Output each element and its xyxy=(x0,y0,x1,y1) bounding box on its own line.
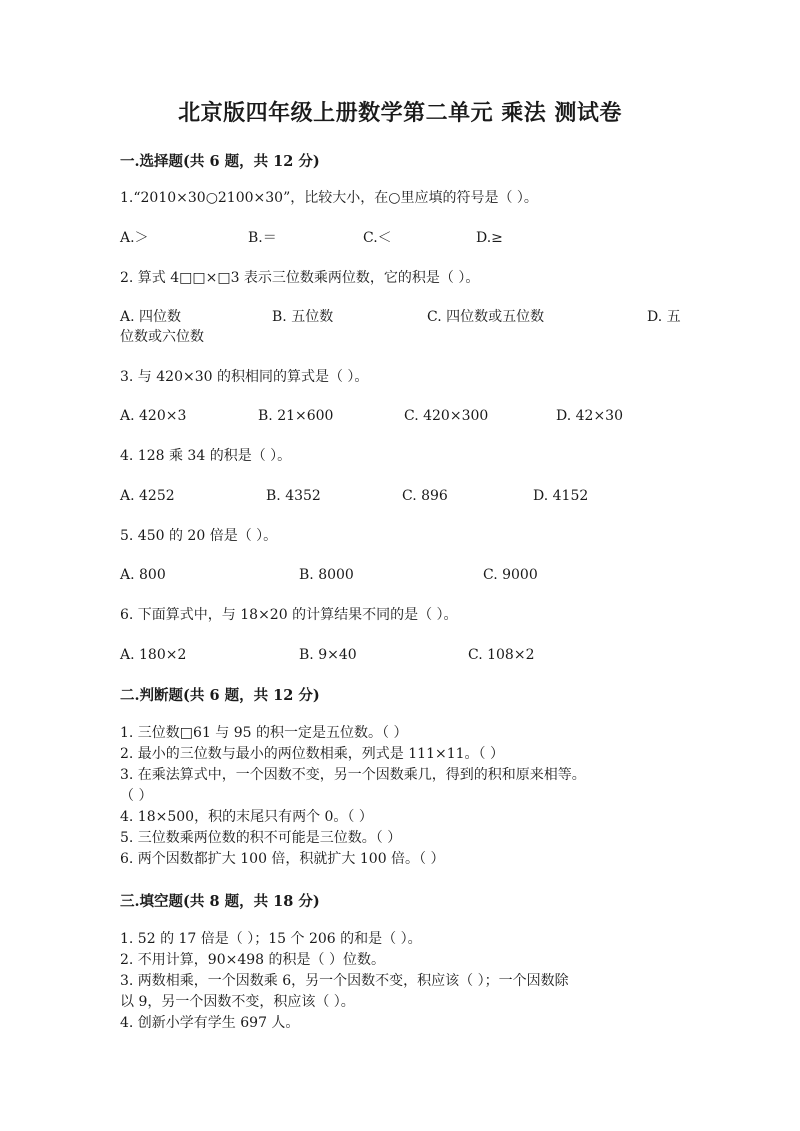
question-4-option-a: A. 4252 xyxy=(120,488,175,504)
judge-line-4: 4. 18×500，积的末尾只有两个 0。（ ） xyxy=(120,809,373,825)
question-2-stem: 2. 算式 4□□×□3 表示三位数乘两位数，它的积是（ ）。 xyxy=(120,270,480,286)
question-5-option-a: A. 800 xyxy=(120,567,166,583)
judge-line-6: 6. 两个因数都扩大 100 倍，积就扩大 100 倍。（ ） xyxy=(120,851,445,867)
page-title: 北京版四年级上册数学第二单元 乘法 测试卷 xyxy=(178,100,622,126)
section-heading-fill: 三.填空题(共 8 题，共 18 分) xyxy=(120,893,320,910)
question-3-option-a: A. 420×3 xyxy=(120,408,187,424)
question-6-option-a: A. 180×2 xyxy=(120,647,187,663)
question-6-option-b: B. 9×40 xyxy=(299,647,357,663)
section-heading-judge: 二.判断题(共 6 题，共 12 分) xyxy=(120,687,320,704)
question-4-option-c: C. 896 xyxy=(402,488,448,504)
question-3-option-c: C. 420×300 xyxy=(404,408,489,424)
fill-line-1: 1. 52 的 17 倍是（ ）；15 个 206 的和是（ ）。 xyxy=(120,931,422,947)
fill-line-2: 2. 不用计算，90×498 的积是（ ）位数。 xyxy=(120,952,385,968)
question-2-option-c: C. 四位数或五位数 xyxy=(427,309,545,325)
question-3-option-d: D. 42×30 xyxy=(556,408,623,424)
question-2-option-a: A. 四位数 xyxy=(120,309,182,325)
question-1-stem: 1.“2010×30○2100×30”，比较大小，在○里应填的符号是（ ）。 xyxy=(120,190,538,206)
question-5-stem: 5. 450 的 20 倍是（ ）。 xyxy=(120,528,278,544)
judge-line-2: 2. 最小的三位数与最小的两位数相乘，列式是 111×11。（ ） xyxy=(120,746,504,762)
question-1-option-b: B.＝ xyxy=(248,230,277,246)
judge-line-3: 3. 在乘法算式中，一个因数不变，另一个因数乘几，得到的积和原来相等。 xyxy=(120,767,586,783)
fill-line-3: 3. 两数相乘，一个因数乘 6，另一个因数不变，积应该（ ）；一个因数除 xyxy=(120,973,569,989)
question-1-option-c: C.＜ xyxy=(363,230,392,246)
question-3-stem: 3. 与 420×30 的积相同的算式是（ ）。 xyxy=(120,369,369,385)
question-2-option-d: D. 五 xyxy=(647,309,681,325)
judge-line-3-wrap: （ ） xyxy=(120,788,153,804)
question-2-option-d-wrap: 位数或六位数 xyxy=(120,329,204,345)
question-4-stem: 4. 128 乘 34 的积是（ ）。 xyxy=(120,448,292,464)
question-4-option-b: B. 4352 xyxy=(266,488,321,504)
question-3-option-b: B. 21×600 xyxy=(258,408,334,424)
question-6-option-c: C. 108×2 xyxy=(468,647,535,663)
question-5-option-b: B. 8000 xyxy=(299,567,354,583)
question-6-stem: 6. 下面算式中，与 18×20 的计算结果不同的是（ ）。 xyxy=(120,607,458,623)
fill-line-4: 4. 创新小学有学生 697 人。 xyxy=(120,1015,300,1031)
fill-line-3-wrap: 以 9，另一个因数不变，积应该（ ）。 xyxy=(120,994,355,1010)
question-2-option-b: B. 五位数 xyxy=(272,309,334,325)
section-heading-choice: 一.选择题(共 6 题，共 12 分) xyxy=(120,153,320,170)
judge-line-5: 5. 三位数乘两位数的积不可能是三位数。（ ） xyxy=(120,830,402,846)
question-1-option-a: A.＞ xyxy=(120,230,149,246)
question-4-option-d: D. 4152 xyxy=(533,488,589,504)
question-5-option-c: C. 9000 xyxy=(483,567,538,583)
question-1-option-d: D.≥ xyxy=(476,230,503,246)
judge-line-1: 1. 三位数□61 与 95 的积一定是五位数。（ ） xyxy=(120,725,408,741)
